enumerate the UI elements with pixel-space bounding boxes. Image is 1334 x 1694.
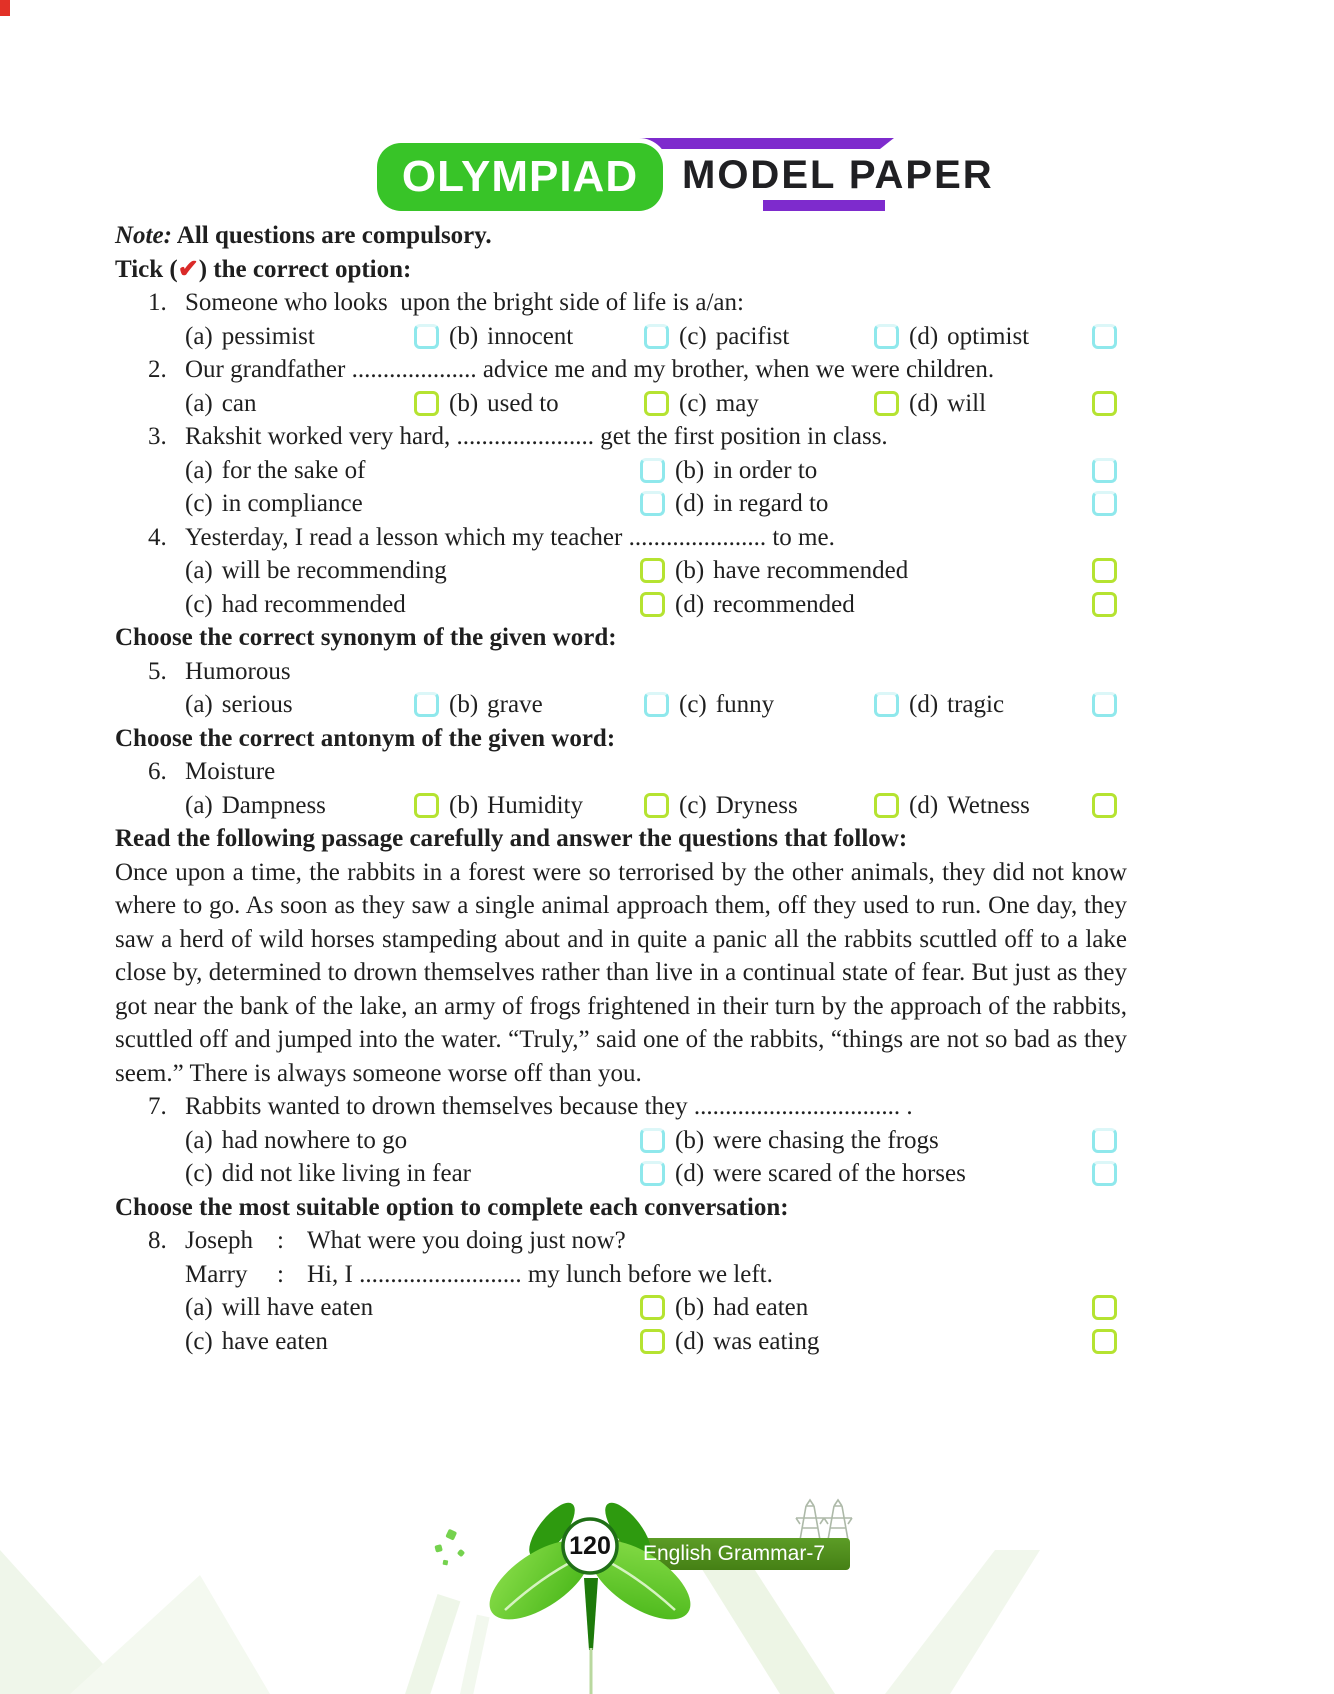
option-item: [185, 454, 675, 488]
option-label: (a): [185, 791, 213, 819]
option-checkbox[interactable]: [1092, 692, 1117, 717]
option-checkbox[interactable]: [1092, 592, 1117, 617]
option-label: (d): [909, 691, 939, 718]
dialog-indent: [115, 1258, 185, 1292]
option-label: (d): [909, 322, 939, 350]
option-checkbox[interactable]: [1092, 391, 1117, 416]
option-item: [185, 1291, 675, 1325]
dialog-colon: :: [277, 1260, 284, 1288]
options-row: [185, 554, 1127, 621]
option-label: (d): [675, 1327, 705, 1355]
option-text: pessimist: [221, 322, 315, 350]
option-label: (b): [449, 322, 479, 350]
section-heading: Choose the correct antonym of the given word:: [115, 724, 616, 752]
option-label: (a): [185, 557, 213, 584]
question-line: [115, 1090, 1127, 1124]
option-item: [675, 588, 1127, 622]
background-leaf-decoration: [404, 1594, 461, 1694]
option-text: for the sake of: [221, 456, 366, 484]
question-text: Yesterday, I read a lesson which my teacher ...................... to me.: [185, 523, 835, 551]
option-text: Dryness: [715, 791, 798, 819]
option-item: [675, 1291, 1127, 1325]
option-checkbox[interactable]: [1092, 458, 1117, 483]
power-towers-icon: [796, 1500, 852, 1540]
option-text: have eaten: [221, 1327, 328, 1355]
option-item: [449, 789, 679, 823]
option-item: [679, 387, 909, 421]
note-text: All questions are compulsory.: [171, 222, 492, 249]
option-item: [185, 387, 449, 421]
option-text: was eating: [713, 1327, 820, 1355]
option-text: used to: [487, 389, 559, 417]
page-corner-mark: [0, 0, 10, 16]
option-checkbox[interactable]: [1092, 558, 1117, 583]
option-text: innocent: [487, 322, 574, 350]
option-checkbox[interactable]: [644, 324, 669, 349]
option-checkbox[interactable]: [644, 793, 669, 818]
plant-stem: [584, 1578, 598, 1650]
option-text: grave: [487, 691, 543, 718]
option-item: [909, 320, 1127, 354]
option-text: had eaten: [713, 1294, 809, 1321]
footer-book-title: English Grammar-7: [642, 1542, 826, 1565]
question-item: [115, 420, 1127, 521]
question-item: [115, 286, 1127, 353]
question-line: [115, 353, 1127, 387]
options-row: [185, 688, 1127, 722]
option-item: [185, 1124, 675, 1158]
option-item: [185, 487, 675, 521]
option-label: (d): [909, 791, 939, 819]
option-label: (b): [675, 1126, 705, 1154]
option-checkbox[interactable]: [644, 391, 669, 416]
option-label: (a): [185, 691, 213, 718]
option-text: can: [221, 389, 257, 417]
option-checkbox[interactable]: [1092, 1128, 1117, 1153]
option-text: recommended: [713, 590, 855, 618]
background-leaf-decoration: [690, 1550, 835, 1694]
option-checkbox[interactable]: [640, 1128, 665, 1153]
option-checkbox[interactable]: [1092, 324, 1117, 349]
option-item: [185, 588, 675, 622]
question-line: [115, 420, 1127, 454]
option-label: (d): [909, 389, 939, 417]
option-checkbox[interactable]: [414, 391, 439, 416]
header-purple-bar-top: [618, 138, 894, 149]
background-leaf-decoration: [70, 1575, 270, 1694]
option-checkbox[interactable]: [414, 324, 439, 349]
option-label: (c): [185, 1327, 213, 1355]
option-label: (c): [185, 490, 213, 517]
option-checkbox[interactable]: [1092, 1329, 1117, 1354]
option-item: [675, 487, 1127, 521]
question-number: 6.: [148, 758, 167, 785]
option-item: [449, 688, 679, 722]
option-text: may: [715, 389, 759, 417]
confetti-leaves-decoration: [434, 1529, 465, 1566]
question-item: [115, 521, 1127, 622]
tick-instruction: Tick (✔) the correct option:: [115, 255, 412, 283]
question-item: [115, 1090, 1127, 1191]
option-label: (b): [675, 1294, 705, 1321]
option-label: (b): [449, 691, 479, 718]
question-text: Moisture: [185, 758, 276, 785]
option-item: [449, 387, 679, 421]
option-label: (a): [185, 1294, 213, 1321]
question-text: Someone who looks upon the bright side of life is a/an:: [185, 289, 744, 316]
option-checkbox[interactable]: [640, 491, 665, 516]
option-checkbox[interactable]: [640, 592, 665, 617]
dialog-line: [115, 1224, 1127, 1258]
options-row: [185, 789, 1127, 823]
question-number: 3.: [148, 423, 167, 450]
option-text: serious: [221, 691, 293, 718]
option-item: [675, 554, 1127, 588]
question-text: Our grandfather .................... advice me and my brother, when we were children.: [185, 356, 995, 383]
option-checkbox[interactable]: [1092, 1161, 1117, 1186]
question-number: 4.: [148, 523, 167, 551]
option-item: [675, 1124, 1127, 1158]
red-check-icon: ✔: [177, 255, 199, 283]
question-number: 2.: [148, 356, 167, 383]
option-checkbox[interactable]: [874, 793, 899, 818]
footer-page-number: 120: [569, 1532, 611, 1560]
option-checkbox[interactable]: [874, 391, 899, 416]
option-item: [679, 789, 909, 823]
option-item: [909, 789, 1127, 823]
option-label: (a): [185, 1126, 213, 1154]
options-row: [185, 320, 1127, 354]
option-label: (a): [185, 456, 213, 484]
option-checkbox[interactable]: [874, 324, 899, 349]
option-text: Wetness: [947, 791, 1030, 819]
option-checkbox[interactable]: [644, 692, 669, 717]
question-number: 1.: [148, 289, 167, 316]
question-item: [115, 755, 1127, 822]
options-row: [185, 1124, 1127, 1191]
option-text: have recommended: [713, 557, 909, 584]
reading-passage: Once upon a time, the rabbits in a forest were so terrorised by the other animals, they did not know where to go. As soon as they saw a single animal approach them, off they used to run. One day, they saw a herd of wild horses stampeding about and in quite a panic all the rabbits scuttled off to a lake close by, determined to drown themselves rather than live in a continual state of fear. But just as they got near the bank of the lake, an army of frogs frightened in their turn by the approach of the rabbits, scuttled off and jumped into the water. “Truly,” said one of the rabbits, “things are not so bad as they seem.” There is always someone worse off than you.: [115, 858, 1127, 1087]
option-label: (c): [185, 590, 213, 618]
page-title: MODEL PAPER: [682, 153, 994, 197]
exam-paper-body: [115, 219, 1127, 1358]
option-label: (b): [675, 456, 705, 484]
option-label: (b): [449, 389, 479, 417]
question-line: [115, 521, 1127, 555]
option-checkbox[interactable]: [874, 692, 899, 717]
option-text: will: [947, 389, 987, 417]
olympiad-badge: OLYMPIAD: [377, 143, 663, 211]
option-item: [909, 688, 1127, 722]
question-item: [115, 655, 1127, 722]
option-text: were chasing the frogs: [713, 1126, 939, 1154]
option-item: [185, 789, 449, 823]
option-label: (c): [185, 1160, 213, 1187]
option-text: funny: [715, 691, 775, 718]
question-number: 8.: [148, 1227, 167, 1254]
footer-decoration: [0, 1480, 1334, 1694]
question-line: [115, 286, 1127, 320]
note-label: Note:: [115, 222, 172, 249]
question-text: Rabbits wanted to drown themselves because they ................................. .: [185, 1093, 913, 1120]
options-row: [185, 387, 1127, 421]
option-item: [449, 320, 679, 354]
dialog-text: What were you doing just now?: [307, 1227, 626, 1254]
question-item: [115, 353, 1127, 420]
option-checkbox[interactable]: [640, 1295, 665, 1320]
option-label: (c): [679, 691, 707, 718]
option-text: had recommended: [221, 590, 406, 618]
options-row: [185, 454, 1127, 521]
question-text: Rakshit worked very hard, ...................... get the first position in class.: [185, 423, 888, 450]
options-row: [185, 1291, 1127, 1358]
option-text: Humidity: [487, 791, 583, 819]
option-label: (b): [675, 557, 705, 584]
dialog-line: [115, 1258, 1127, 1292]
header-purple-bar-bottom: [763, 200, 885, 211]
option-checkbox[interactable]: [640, 1329, 665, 1354]
question-line: [115, 755, 1127, 789]
option-checkbox[interactable]: [414, 793, 439, 818]
question-item: [115, 1224, 1127, 1358]
section-heading: Read the following passage carefully and answer the questions that follow:: [115, 825, 908, 852]
background-leaf-decoration: [885, 1550, 1040, 1694]
option-label: (c): [679, 389, 707, 417]
option-text: in compliance: [221, 490, 363, 517]
option-label: (d): [675, 490, 705, 517]
dialog-text: Hi, I .......................... my lunch before we left.: [307, 1260, 773, 1288]
option-checkbox[interactable]: [1092, 793, 1117, 818]
background-leaf-decoration: [459, 1615, 489, 1694]
option-text: pacifist: [715, 322, 790, 350]
option-text: optimist: [947, 322, 1030, 350]
section-heading: Choose the correct synonym of the given word:: [115, 624, 617, 651]
option-text: in order to: [713, 456, 818, 484]
question-number: 5.: [148, 657, 167, 685]
option-text: Dampness: [221, 791, 326, 819]
option-item: [185, 320, 449, 354]
option-item: [185, 688, 449, 722]
option-item: [185, 554, 675, 588]
option-checkbox[interactable]: [1092, 491, 1117, 516]
note-line: [115, 219, 1127, 253]
option-label: (a): [185, 389, 213, 417]
option-checkbox[interactable]: [414, 692, 439, 717]
option-item: [675, 1157, 1127, 1191]
option-label: (d): [675, 1160, 705, 1187]
option-checkbox[interactable]: [1092, 1295, 1117, 1320]
option-label: (b): [449, 791, 479, 819]
dialog-colon: :: [277, 1227, 284, 1254]
option-checkbox[interactable]: [640, 458, 665, 483]
option-checkbox[interactable]: [640, 558, 665, 583]
option-label: (a): [185, 322, 213, 350]
option-text: will be recommending: [221, 557, 447, 584]
option-item: [909, 387, 1127, 421]
option-label: (d): [675, 590, 705, 618]
option-text: did not like living in fear: [221, 1160, 472, 1187]
option-item: [675, 1325, 1127, 1359]
question-number: 7.: [148, 1093, 167, 1120]
dialog-speaker: Joseph: [185, 1227, 254, 1254]
option-text: tragic: [947, 691, 1005, 718]
option-item: [185, 1325, 675, 1359]
option-label: (c): [679, 791, 707, 819]
option-item: [675, 454, 1127, 488]
section-heading: Choose the most suitable option to complete each conversation:: [115, 1193, 789, 1221]
option-checkbox[interactable]: [640, 1161, 665, 1186]
option-item: [679, 320, 909, 354]
question-text: Humorous: [185, 657, 291, 685]
option-item: [679, 688, 909, 722]
option-text: had nowhere to go: [221, 1126, 408, 1154]
option-item: [185, 1157, 675, 1191]
question-line: [115, 655, 1127, 689]
option-text: in regard to: [713, 490, 829, 517]
option-text: will have eaten: [221, 1294, 374, 1321]
option-text: were scared of the horses: [713, 1160, 966, 1187]
option-label: (c): [679, 322, 707, 350]
dialog-speaker: Marry: [185, 1260, 248, 1288]
